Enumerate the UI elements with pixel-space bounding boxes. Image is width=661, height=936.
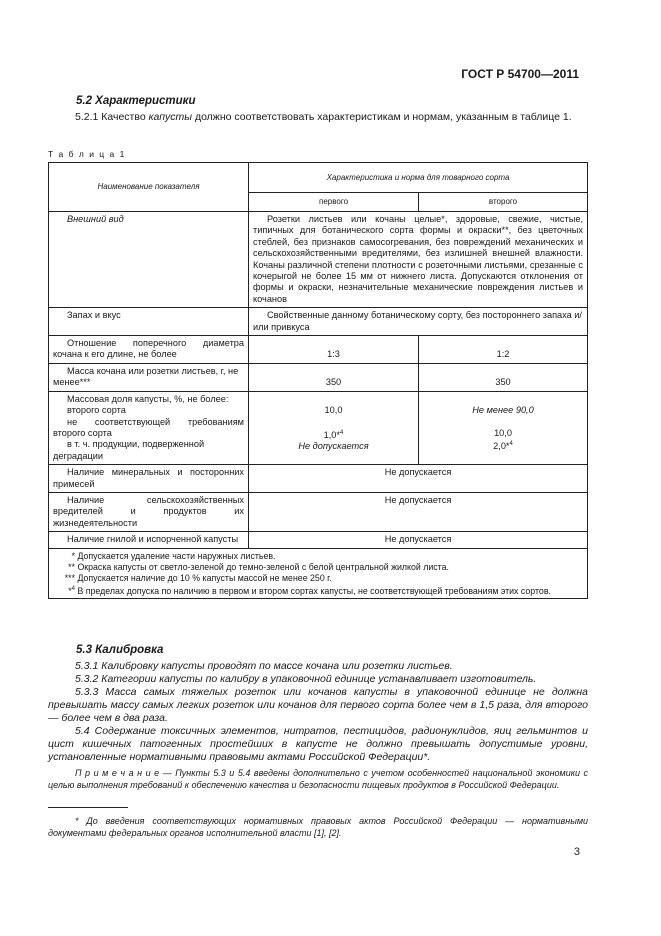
row-mass-second: 350 — [419, 363, 588, 391]
row-smell-name: Запах и вкус — [49, 308, 249, 336]
row-ratio-second: 1:2 — [419, 336, 588, 364]
table-row-pests — [49, 492, 588, 531]
table-row-ratio — [49, 336, 588, 364]
row-smell-value: Свойственные данному ботаническому сорту, без постороннего запаха и/или привкуса — [249, 308, 588, 336]
row-share-second — [419, 391, 588, 464]
table-note-1: * Допускается удаление части наружных листьев. — [71, 550, 276, 561]
p-5-2-1-part-b: капусты — [148, 111, 193, 123]
footnote: * До введения соответствующих нормативных правовых актов Российской Федерации — нормативными документами федеральных органов исполнительной власти [1], [2]. — [48, 816, 588, 838]
paragraph-5-3-1: 5.3.1 Калибровку капусты проводят по массе кочана или розетки листьев. — [75, 660, 453, 672]
row-minerals-value: Не допускается — [249, 465, 588, 493]
share-name-line-2: второго сорта — [67, 405, 126, 416]
p-5-2-1-part-a: 5.2.1 Качество — [75, 111, 149, 123]
header-indicator-name: Наименование показателя — [49, 163, 249, 212]
row-mass-name: Масса кочана или розетки листьев, г, не менее*** — [49, 363, 249, 391]
share-first-line-4: Не допускается — [298, 441, 369, 452]
paragraph-5-3-3: 5.3.3 Масса самых тяжелых розеток или кочанов капусты в упаковочной единице не должна превышать массу самых легких розеток или кочанов для первого сорта более чем в 1,5 раза, для второго — более чем в два раза. — [48, 686, 588, 724]
page-number: 3 — [573, 846, 580, 858]
table-row-mass — [49, 363, 588, 391]
row-pests-value: Не допускается — [249, 492, 588, 531]
row-appearance-name: Внешний вид — [49, 212, 249, 308]
header-first-grade: первого — [249, 193, 419, 212]
row-ratio-first: 1:3 — [249, 336, 419, 364]
row-minerals-name: Наличие минеральных и посторонних примесей — [49, 465, 249, 493]
header-grade-group: Характеристика и норма для товарного сорта — [249, 163, 588, 193]
row-rot-value: Не допускается — [249, 532, 588, 548]
table-row-share — [49, 391, 588, 464]
table-note-2: ** Окраска капусты от светло-зеленой до темно-зеленой с белой центральной жилкой листа. — [68, 561, 449, 572]
share-second-line-4: 2,0*$^4$ — [493, 441, 513, 452]
row-ratio-name: Отношение поперечного диаметра кочана к его длине, не более — [49, 336, 249, 364]
note-block — [48, 768, 588, 791]
table-row-appearance — [49, 212, 588, 308]
section-5-3-title: 5.3 Калибровка — [76, 644, 164, 656]
note-text: — Пункты 5.3 и 5.4 введены дополнительно с учетом особенностей национальной экономики с целью выполнения требований к обеспечению качества и безопасности пищевых продуктов в Российской Федерации. — [48, 768, 588, 790]
paragraph-5-3-2: 5.3.2 Категории капусты по калибру в упаковочной единице устанавливает изготовитель. — [75, 673, 537, 685]
header-second-grade: второго — [419, 193, 588, 212]
note-label: П р и м е ч а н и е — [75, 768, 160, 778]
row-appearance-value: Розетки листьев или кочаны целые*, здоровые, свежие, чистые, типичных для ботанического сорта формы и окраски**, без цветочных стеблей, без признаков самосогревания, без повреждений механических и сельскохозяйственными вредителями, без излишней внешней влажности. Кочаны различной степени плотности с розеточными листьями, срезанные с кочерыгой не более 15 мм от нижнего листа. Допускаются отклонения от формы и окраски, незначительные механические повреждения листьев и кочанов — [249, 212, 588, 308]
table-notes-row — [49, 548, 588, 599]
table-note-4: *$^4$ В пределах допуска по наличию в первом и втором сортах капусты, не соответствующей требованиям этих сортов. — [68, 585, 551, 596]
table-notes — [49, 548, 588, 599]
table-row-minerals — [49, 465, 588, 493]
share-name-line-4: в т. ч. продукции, подверженной деградации — [53, 439, 205, 461]
footnote-divider — [48, 807, 128, 808]
section-5-2-title: 5.2 Характеристики — [76, 95, 196, 107]
row-share-name — [49, 391, 249, 464]
p-5-2-1-part-c: должно соответствовать характеристикам и нормам, указанным в таблице 1. — [192, 111, 572, 123]
table-note-3: *** Допускается наличие до 10 % капусты массой не менее 250 г. — [64, 572, 332, 583]
row-rot-name: Наличие гнилой и испорченной капусты — [49, 532, 249, 548]
paragraph-5-2-1 — [48, 111, 588, 124]
share-first-line-3: 1,0*$^4$ — [323, 429, 344, 440]
table-row-rot — [49, 532, 588, 548]
paragraph-5-4: 5.4 Содержание токсичных элементов, нитратов, пестицидов, радионуклидов, яиц гельминтов и цист кишечных патогенных простейших в капусте не должно превышать допустимые уровни, установленные нормативными правовыми актами Российской Федерации*. — [48, 725, 588, 763]
characteristics-table — [48, 162, 588, 599]
table-label: Т а б л и ц а 1 — [48, 149, 126, 159]
share-second-line-2: Не менее 90,0 — [472, 405, 534, 416]
table-row-smell — [49, 308, 588, 336]
row-pests-name: Наличие сельскохозяйственных вредителей и продуктов их жизнедеятельности — [49, 492, 249, 531]
share-second-line-3: 10,0 — [494, 427, 512, 438]
row-mass-first: 350 — [249, 363, 419, 391]
share-name-line-1: Массовая доля капусты, %, не более: — [67, 393, 229, 404]
row-share-first — [249, 391, 419, 464]
share-first-line-2: 10,0 — [324, 405, 343, 416]
share-name-line-3: не соответствующей требованиям второго сорта — [53, 416, 244, 438]
document-code: ГОСТ Р 54700—2011 — [461, 67, 579, 81]
